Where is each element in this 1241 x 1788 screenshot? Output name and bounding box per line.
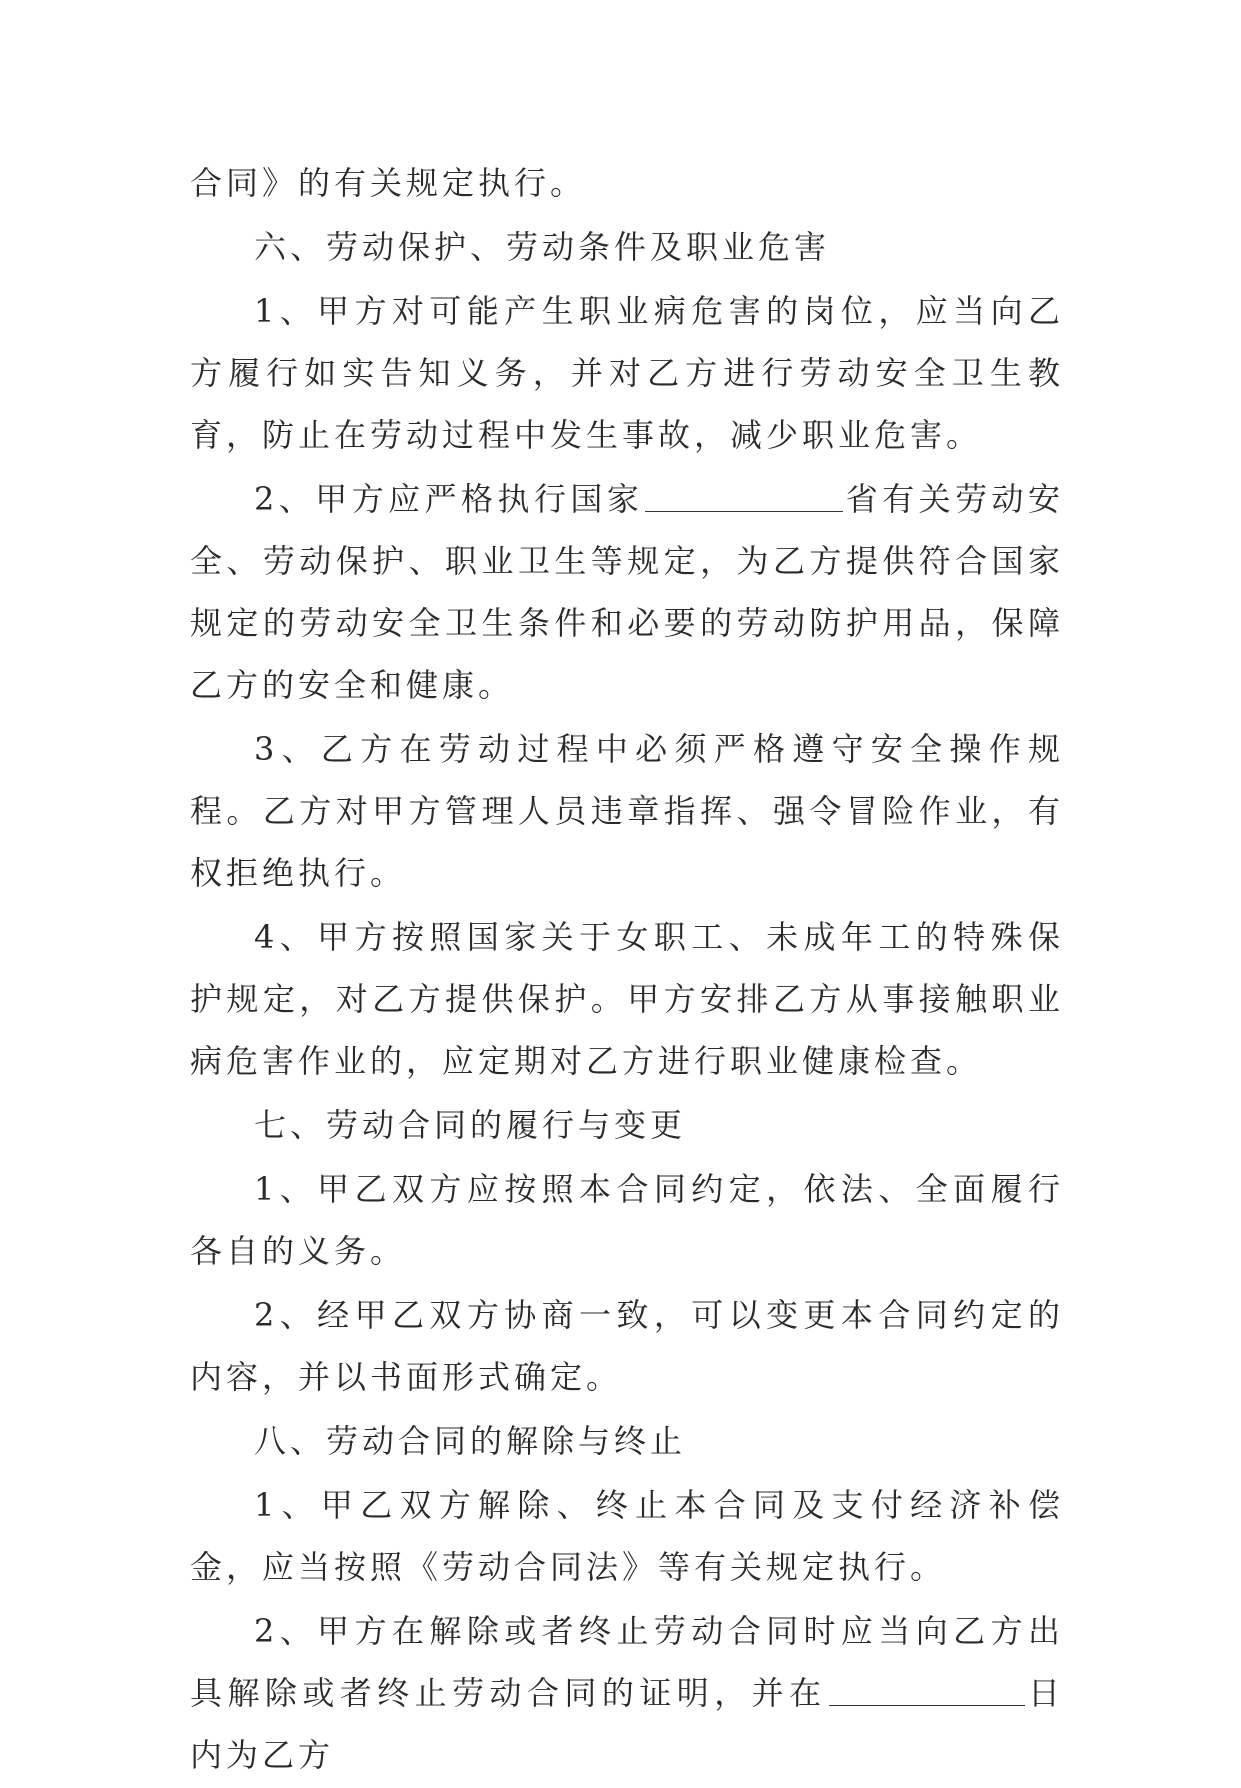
section-heading-7: 七、劳动合同的履行与变更 <box>254 1106 687 1144</box>
section-heading-6: 六、劳动保护、劳动条件及职业危害 <box>254 228 831 266</box>
clause-6-3: 3、乙方在劳动过程中必须严格遵守安全操作规程。乙方对甲方管理人员违章指挥、强令冒险作业，有权拒绝执行。 <box>190 730 1064 892</box>
clause-7-1: 1、甲乙双方应按照本合同约定，依法、全面履行各自的义务。 <box>190 1170 1064 1270</box>
clause-6-4: 4、甲方按照国家关于女职工、未成年工的特殊保护规定，对乙方提供保护。甲方安排乙方从事接触职业病危害作业的，应定期对乙方进行职业健康检查。 <box>190 918 1064 1080</box>
clause-6-2-text-after: 省有关劳动安全、劳动保护、职业卫生等规定，为乙方提供符合国家规定的劳动安全卫生条件和必要的劳动防护用品，保障乙方的安全和健康。 <box>190 480 1064 704</box>
fill-in-blank-days[interactable] <box>829 1673 1025 1706</box>
clause-8-2-text-after: 日内为乙方 <box>190 1674 1064 1774</box>
section-heading-8: 八、劳动合同的解除与终止 <box>254 1422 687 1460</box>
document-body <box>190 152 1064 1788</box>
clause-7-2: 2、经甲乙双方协商一致，可以变更本合同约定的内容，并以书面形式确定。 <box>190 1296 1064 1396</box>
clause-8-1: 1、甲乙双方解除、终止本合同及支付经济补偿金，应当按照《劳动合同法》等有关规定执行。 <box>190 1486 1064 1586</box>
fill-in-blank-province[interactable] <box>645 479 843 512</box>
clause-6-2-text-before: 2、甲方应严格执行国家 <box>254 480 644 518</box>
clause-8-2-text-before: 2、甲方在解除或者终止劳动合同时应当向乙方出具解除或者终止劳动合同的证明，并在 <box>190 1612 1064 1712</box>
paragraph-continuation: 合同》的有关规定执行。 <box>190 164 587 202</box>
clause-6-1: 1、甲方对可能产生职业病危害的岗位，应当向乙方履行如实告知义务，并对乙方进行劳动安全卫生教育，防止在劳动过程中发生事故，减少职业危害。 <box>190 292 1064 454</box>
clause-6-2 <box>190 468 1064 716</box>
clause-8-2 <box>190 1600 1064 1786</box>
